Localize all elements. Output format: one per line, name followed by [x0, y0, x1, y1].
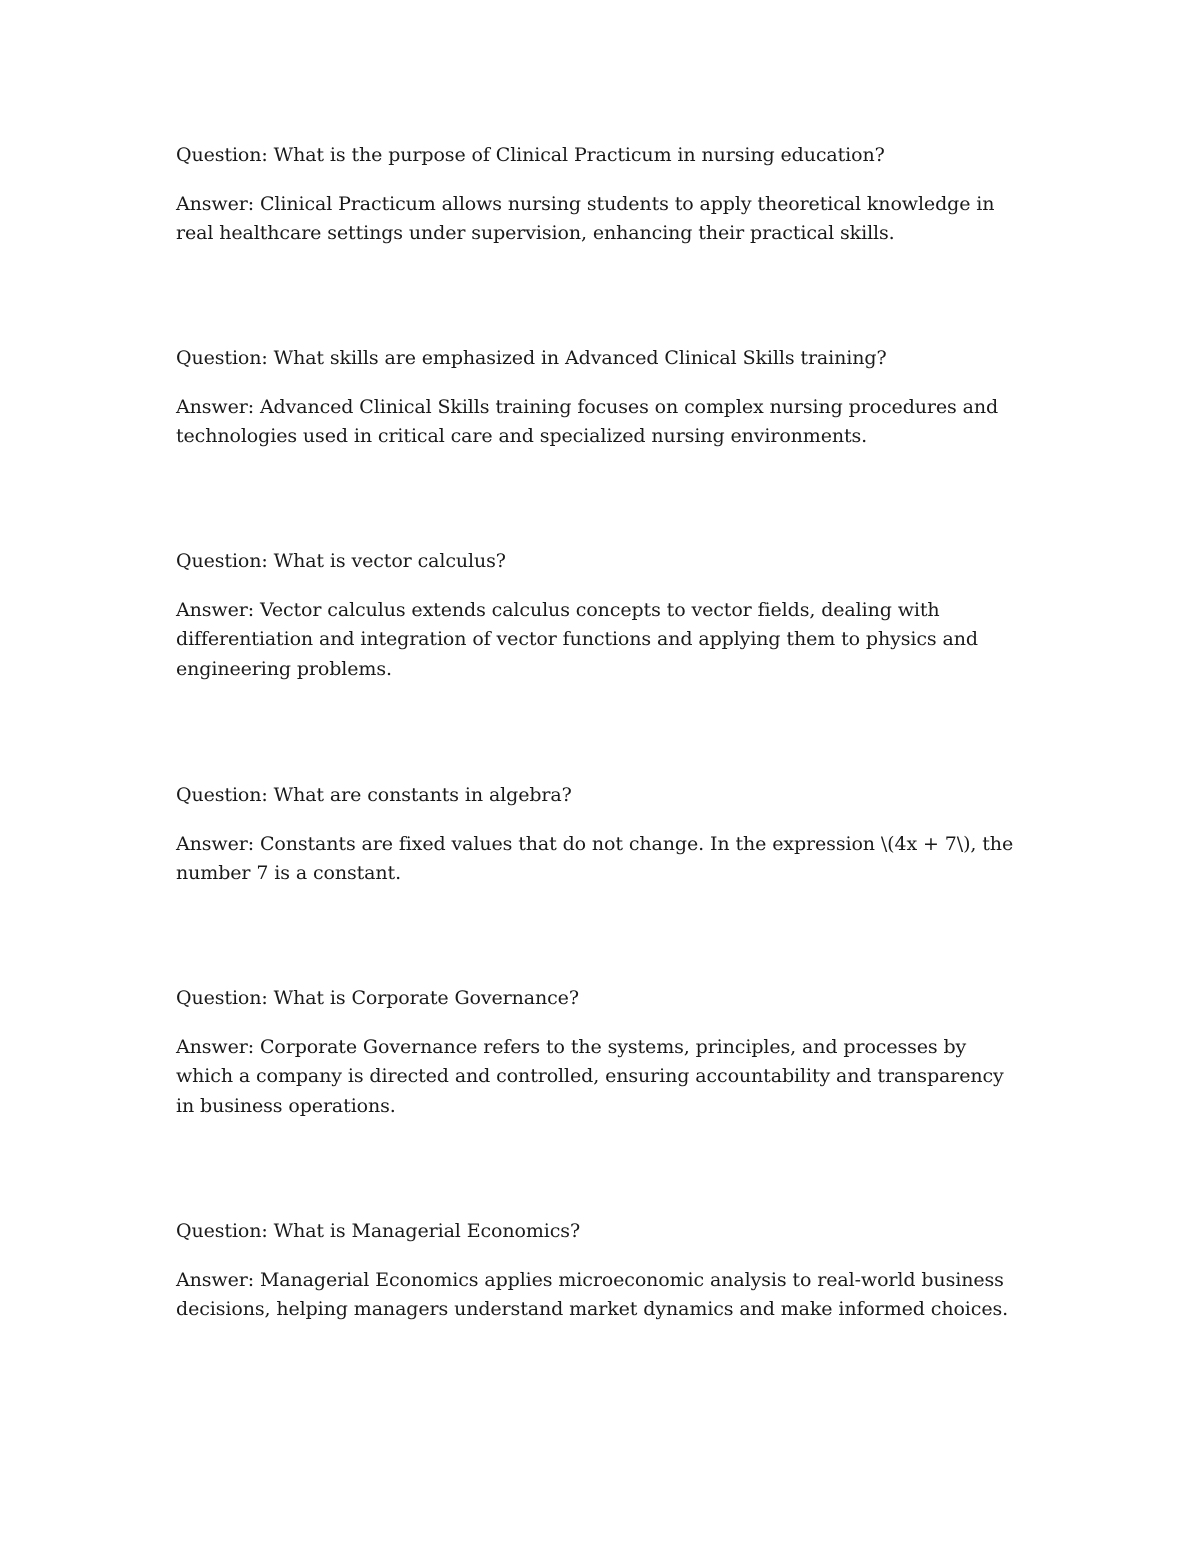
question-text: Question: What is Corporate Governance? — [176, 987, 579, 1009]
question-text: Question: What are constants in algebra? — [176, 784, 572, 806]
question-text: Question: What is Managerial Economics? — [176, 1220, 581, 1242]
qa-block — [176, 984, 1016, 1121]
qa-block — [176, 141, 1016, 249]
answer-text: Answer: Managerial Economics applies microeconomic analysis to real-world business decisions, helping managers understand market dynamics and make informed choices. — [176, 1268, 1009, 1320]
answer-text: Answer: Vector calculus extends calculus concepts to vector fields, dealing with differentiation and integration of vector functions and applying them to physics and engineering problems. — [176, 598, 978, 680]
qa-block — [176, 547, 1016, 684]
answer-text: Answer: Advanced Clinical Skills training focuses on complex nursing procedures and technologies used in critical care and specialized nursing environments. — [176, 395, 999, 447]
qa-block — [176, 781, 1016, 889]
answer-text: Answer: Constants are fixed values that do not change. In the expression \(4x + 7\), the number 7 is a constant. — [176, 832, 1014, 884]
answer-text: Answer: Clinical Practicum allows nursing students to apply theoretical knowledge in real healthcare settings under supervision, enhancing their practical skills. — [176, 192, 995, 244]
question-text: Question: What is the purpose of Clinical Practicum in nursing education? — [176, 144, 885, 166]
qa-block — [176, 344, 1016, 452]
qa-block — [176, 1217, 1016, 1325]
question-text: Question: What skills are emphasized in Advanced Clinical Skills training? — [176, 347, 887, 369]
answer-text: Answer: Corporate Governance refers to the systems, principles, and processes by which a company is directed and controlled, ensuring accountability and transparency in business operations. — [176, 1035, 1004, 1117]
question-text: Question: What is vector calculus? — [176, 550, 506, 572]
